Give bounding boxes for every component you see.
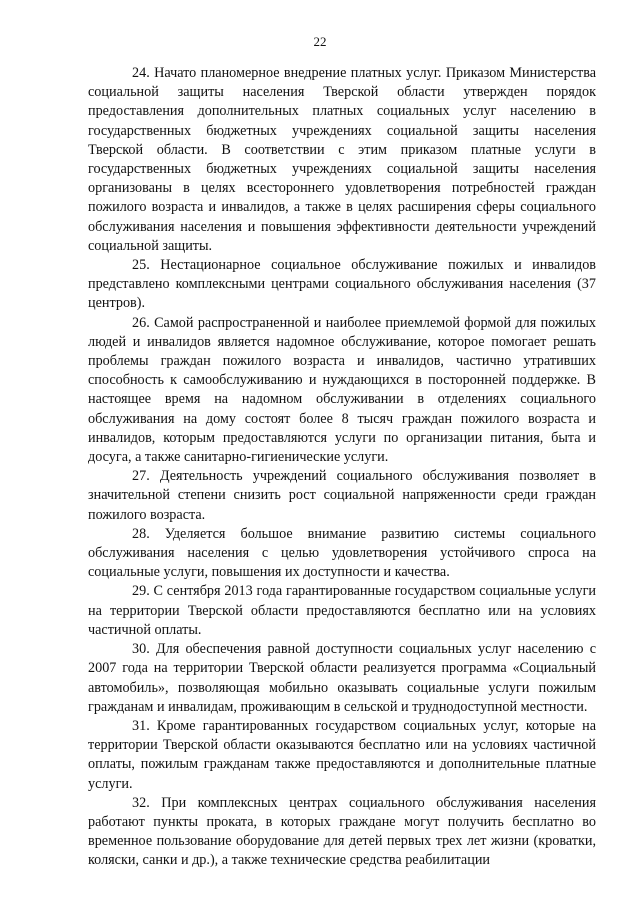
- paragraph-27: 27. Деятельность учреждений социального обслуживания позволяет в значительной степени снизить рост социальной напряженности среди граждан пожилого возраста.: [88, 468, 596, 523]
- paragraph-32: 32. При комплексных центрах социального обслуживания населения работают пункты проката, в которых граждане могут получить бесплатно во временное пользование оборудование для детей первых трех лет жизни (кроватки, коляски, санки и др.), а также технические средства реабилитации: [88, 794, 596, 869]
- paragraph-29: 29. С сентября 2013 года гарантированные государством социальные услуги на территории Тверской области предоставляются бесплатно или на условиях частичной оплаты.: [88, 583, 596, 638]
- document-body: [88, 64, 596, 871]
- paragraph-24: 24. Начато планомерное внедрение платных услуг. Приказом Министерства социальной защиты населения Тверской области утвержден порядок предоставления дополнительных платных социальных услуг населению в государственных бюджетных учреждениях социальной защиты населения Тверской области. В соответствии с этим приказом платные услуги в государственных бюджетных учреждениях социальной защиты населения организованы в целях всестороннего удовлетворения потребностей граждан пожилого возраста и инвалидов, а также в целях расширения сферы социального обслуживания населения и повышения эффективности деятельности учреждений социальной защиты.: [88, 65, 596, 254]
- paragraph-26: 26. Самой распространенной и наиболее приемлемой формой для пожилых людей и инвалидов является надомное обслуживание, которое помогает решать проблемы граждан пожилого возраста и инвалидов, частично утративших способность к самообслуживанию и нуждающихся в посторонней поддержке. В настоящее время на надомном обслуживании в отделениях социального обслуживания на дому состоят более 8 тысяч граждан пожилого возраста и инвалидов, которым предоставляются услуги по организации питания, быта и досуга, а также санитарно-гигиенические услуги.: [88, 314, 596, 466]
- paragraph-30: 30. Для обеспечения равной доступности социальных услуг населению с 2007 года на территории Тверской области реализуется программа «Социальный автомобиль», позволяющая мобильно оказывать социальные услуги пожилым гражданам и инвалидам, проживающим в сельской и труднодоступной местности.: [88, 641, 596, 715]
- page-number: 22: [313, 34, 327, 49]
- paragraph-31: 31. Кроме гарантированных государством социальных услуг, которые на территории Тверской области оказываются бесплатно или на условиях частичной оплаты, пожилым гражданам также предоставляются и дополнительные платные услуги.: [88, 717, 596, 792]
- paragraph-28: 28. Уделяется большое внимание развитию системы социального обслуживания населения с целью удовлетворения устойчивого спроса на социальные услуги, повышения их доступности и качества.: [88, 525, 596, 581]
- paragraph-25: 25. Нестационарное социальное обслуживание пожилых и инвалидов представлено комплексными центрами социального обслуживания населения (37 центров).: [88, 257, 596, 312]
